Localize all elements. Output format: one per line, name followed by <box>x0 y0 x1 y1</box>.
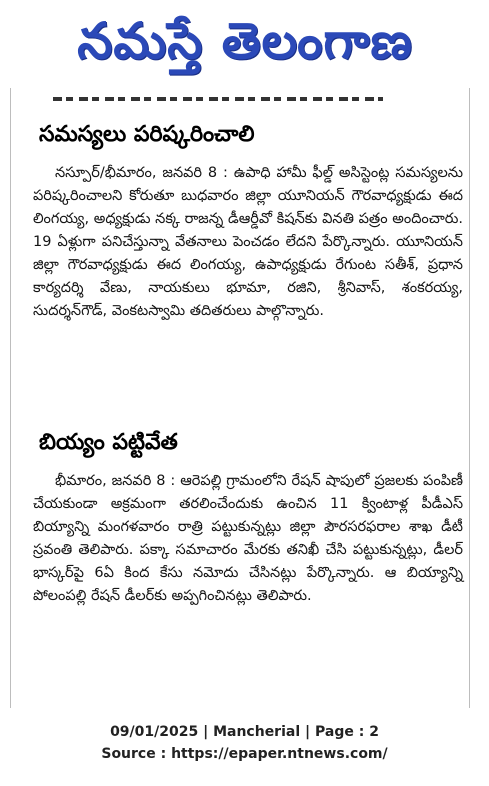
article-clipping <box>10 88 470 708</box>
article-headline-1: సమస్యలు పరిష్కరించాలి <box>39 122 255 147</box>
article-body-2: భీమారం, జనవరి 8 : ఆరెపల్లి గ్రామంలోని రేషన్ షాపులో ప్రజలకు పంపిణీ చేయకుండా అక్రమంగా తరలించేందుకు ఉంచిన 11 క్వింటాళ్ల పీడీఎస్ బియ్యాన్ని మంగళవారం రాత్రి పట్టుకున్నట్లు జిల్లా పౌరసరఫరాల శాఖ డీటీ స్రవంతి తెలిపారు. పక్కా సమాచారం మేరకు తనిఖీ చేసి పట్టుకున్నట్లు, డీలర్ భాస్కర్‌పై 6ఏ కింద కేసు నమోదు చేసినట్లు పేర్కొన్నారు. ఆ బియ్యాన్ని పోలంపల్లి రేషన్ డీలర్‌కు అప్పగించినట్లు తెలిపారు. <box>33 473 463 604</box>
article-body-1: నస్పూర్/భీమారం, జనవరి 8 : ఉపాధి హామీ ఫీల్డ్ అసిస్టెంట్ల సమస్యలను పరిష్కరించాలని కోరుతూ బుధవారం జిల్లా యూనియన్ గౌరవాధ్యక్షుడు ఈద లింగయ్య, అధ్యక్షుడు నక్క రాజన్న డీఆర్డీవో కిషన్‌కు వినతి పత్రం అందించారు. 19 ఏళ్లుగా పనిచేస్తున్నా వేతనాలు పెంచడం లేదని పేర్కొన్నారు. యూనియన్ జిల్లా గౌరవాధ్యక్షుడు ఈద లింగయ్య, ఉపాధ్యక్షుడు రేగుంట సతీశ్, ప్రధాన కార్యదర్శి వేణు, నాయకులు భూమా, రజిని, శ్రీనివాస్, శంకరయ్య, సుదర్శన్‌గౌడ్, వెంకటస్వామి తదితరులు పాల్గొన్నారు. <box>33 165 463 319</box>
newspaper-masthead: నమస్తే తెలంగాణ <box>77 12 413 70</box>
article-headline-2: బియ్యం పట్టివేత <box>39 430 178 455</box>
footer-date-edition: 09/01/2025 | Mancherial | Page : 2 <box>110 724 379 740</box>
footer-source: Source : https://epaper.ntnews.com/ <box>101 746 388 762</box>
cropped-text-line <box>53 94 383 103</box>
